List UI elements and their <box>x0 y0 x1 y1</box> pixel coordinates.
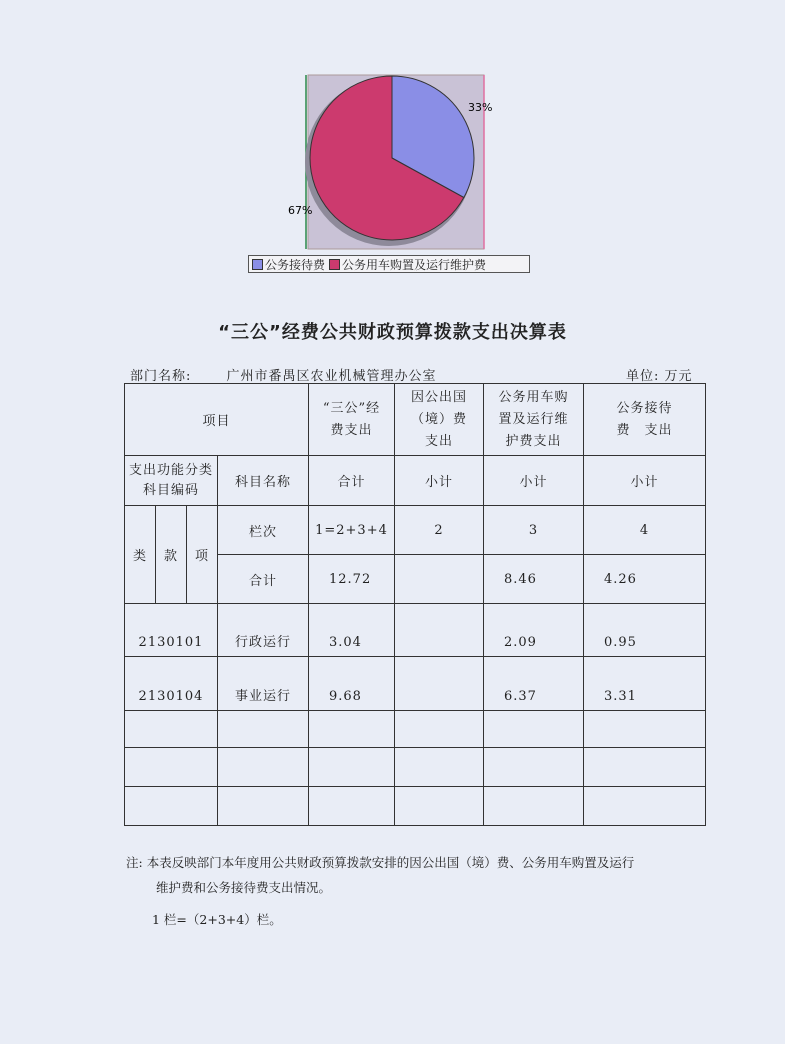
row-total: 9.68 <box>309 657 395 711</box>
footnote-text-2: 维护费和公务接待费支出情况。 <box>156 880 332 895</box>
header-subtotal-reception: 小计 <box>584 456 706 506</box>
column-index-3: 3 <box>484 506 584 555</box>
pie-chart <box>288 72 500 254</box>
header-reception: 公务接待费 支出 <box>584 384 706 456</box>
row-subject: 事业运行 <box>218 657 309 711</box>
column-formula: 1 栏=（2+3+4）栏。 <box>152 912 282 927</box>
table-row <box>125 657 706 711</box>
footnote <box>126 850 706 900</box>
dept-label: 部门名称: <box>130 369 192 384</box>
sum-abroad <box>395 555 484 604</box>
legend-label-car: 公务用车购置及运行维护费 <box>342 257 487 272</box>
column-index-label: 栏次 <box>218 506 309 555</box>
column-index-row <box>125 506 706 555</box>
budget-table <box>124 383 706 826</box>
row-car: 6.37 <box>484 657 584 711</box>
header-row <box>125 384 706 456</box>
table-row <box>125 604 706 657</box>
row-subject: 行政运行 <box>218 604 309 657</box>
column-index-1: 1=2+3+4 <box>309 506 395 555</box>
department-line <box>130 365 437 384</box>
pie-label-67: 67% <box>288 204 313 217</box>
subheader-row <box>125 456 706 506</box>
header-lei: 类 <box>125 506 156 604</box>
sum-label: 合计 <box>218 555 309 604</box>
row-reception: 3.31 <box>584 657 706 711</box>
legend-item-reception <box>252 256 325 273</box>
sum-reception: 4.26 <box>584 555 706 604</box>
dept-name: 广州市番禺区农业机械管理办公室 <box>226 369 437 384</box>
sum-total: 12.72 <box>309 555 395 604</box>
column-index-4: 4 <box>584 506 706 555</box>
header-item: 项目 <box>125 384 309 456</box>
header-total: 合计 <box>309 456 395 506</box>
empty-row <box>125 748 706 787</box>
row-abroad <box>395 657 484 711</box>
header-subtotal-abroad: 小计 <box>395 456 484 506</box>
pie-label-33: 33% <box>468 101 493 114</box>
legend-item-car <box>329 256 486 273</box>
legend-label-reception: 公务接待费 <box>265 257 326 272</box>
pie-legend <box>248 255 530 273</box>
header-sangong: “三公”经费支出 <box>309 384 395 456</box>
row-abroad <box>395 604 484 657</box>
column-index-2: 2 <box>395 506 484 555</box>
legend-swatch-reception <box>252 259 263 270</box>
footnote-text-1: 本表反映部门本年度用公共财政预算拨款安排的因公出国（境）费、公务用车购置及运行 <box>146 855 635 870</box>
row-code: 2130104 <box>125 657 218 711</box>
empty-row <box>125 711 706 748</box>
header-kuan: 款 <box>156 506 187 604</box>
header-xiang: 项 <box>187 506 218 604</box>
legend-swatch-car <box>329 259 340 270</box>
row-code: 2130101 <box>125 604 218 657</box>
footnote-prefix: 注: <box>126 855 143 870</box>
row-total: 3.04 <box>309 604 395 657</box>
header-car: 公务用车购置及运行维护费支出 <box>484 384 584 456</box>
unit-label: 单位: 万元 <box>626 369 693 384</box>
page-title: “三公”经费公共财政预算拨款支出决算表 <box>218 322 567 343</box>
row-reception: 0.95 <box>584 604 706 657</box>
header-abroad: 因公出国（境）费支出 <box>395 384 484 456</box>
header-subject-name: 科目名称 <box>218 456 309 506</box>
sum-car: 8.46 <box>484 555 584 604</box>
header-func-code: 支出功能分类科目编码 <box>125 456 218 506</box>
header-subtotal-car: 小计 <box>484 456 584 506</box>
empty-row <box>125 787 706 826</box>
row-car: 2.09 <box>484 604 584 657</box>
